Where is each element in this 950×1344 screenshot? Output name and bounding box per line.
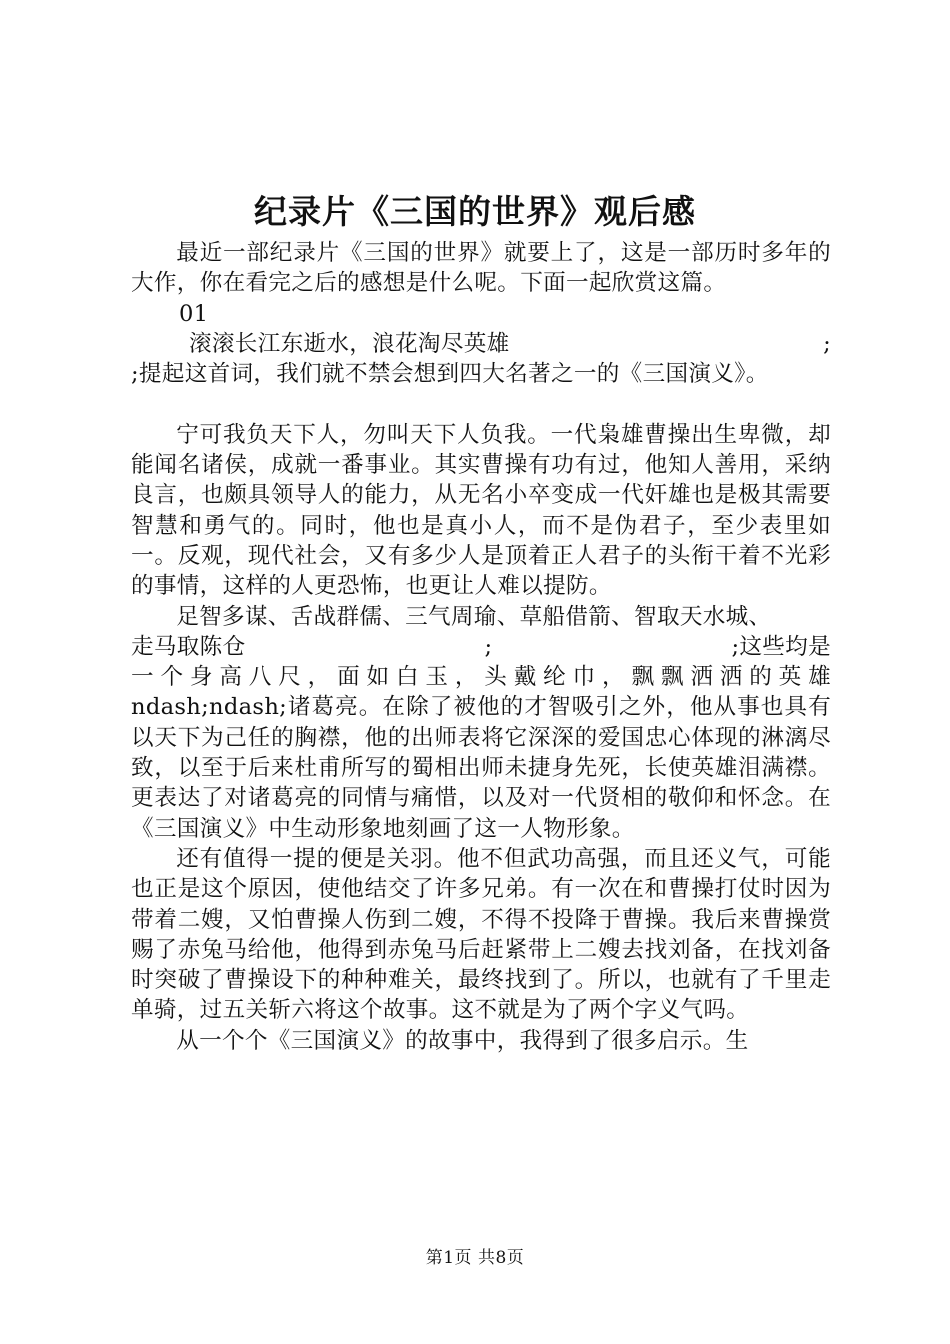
page-footer: 第1页 共8页 <box>425 1248 525 1268</box>
zhuge-line2-start: 走马取陈仓 <box>131 633 246 660</box>
section-number: 01 <box>179 300 209 327</box>
document-title: 纪录片《三国的世界》观后感 <box>254 192 696 231</box>
paragraph-zhuge-rest: 一个身高八尺，面如白玉，头戴纶巾，飘飘洒洒的英雄ndash;ndash;诸葛亮。在除了被他的才智吸引之外，他从事也具有以天下为己任的胸襟，他的出师表将它深深的爱国忠心体现的淋漓尽致，以至于后来杜甫所写的蜀相出师未捷身先死，长使英雄泪满襟。更表达了对诸葛亮的同情与痛惜，以及对一代贤相的敬仰和怀念。在《三国演义》中生动形象地刻画了这一人物形象。 <box>131 664 831 842</box>
zhuge-line2-end: ;这些均是 <box>731 633 831 660</box>
paragraph-guanyu: 还有值得一提的便是关羽。他不但武功高强，而且还义气，可能也正是这个原因，使他结交了许多兄弟。有一次在和曹操打仗时因为带着二嫂，又怕曹操人伤到二嫂，不得不投降于曹操。我后来曹操赏赐了赤兔马给他，他得到赤兔马后赶紧带上二嫂去找刘备，在找刘备时突破了曹操设下的种种难关，最终找到了。所以，也就有了千里走单骑，过五关斩六将这个故事。这不就是为了两个字义气吗。 <box>131 845 831 1024</box>
paragraph-zhuge-line2 <box>131 632 831 662</box>
intro-paragraph: 最近一部纪录片《三国的世界》就要上了，这是一部历时多年的大作，你在看完之后的感想是什么呢。下面一起欣赏这篇。 <box>131 240 831 297</box>
paragraph-last: 从一个个《三国演义》的故事中，我得到了很多启示。生 <box>176 1027 749 1054</box>
paragraph-caocao: 宁可我负天下人，勿叫天下人负我。一代枭雄曹操出生卑微，却能闻名诸侯，成就一番事业。其实曹操有功有过，他知人善用，采纳良言，也颇具领导人的能力，从无名小卒变成一代奸雄也是极其需要智慧和勇气的。同时，他也是真小人，而不是伪君子，至少表里如一。反观，现代社会，又有多少人是顶着正人君子的头衔干着不光彩的事情，这样的人更恐怖，也更让人难以提防。 <box>131 421 831 600</box>
paragraph-zhuge-line1: 足智多谋、舌战群儒、三气周瑜、草船借箭、智取天水城、 <box>176 603 772 630</box>
verse-continuation: ;提起这首词，我们就不禁会想到四大名著之一的《三国演义》。 <box>131 361 769 388</box>
verse-semicolon: ; <box>823 330 831 357</box>
verse-text: 滚滚长江东逝水，浪花淘尽英雄 <box>189 330 510 357</box>
blank-line <box>131 389 831 419</box>
zhuge-line2-semicolon: ; <box>484 633 493 660</box>
document-body <box>131 238 831 1056</box>
verse-line <box>131 329 831 359</box>
